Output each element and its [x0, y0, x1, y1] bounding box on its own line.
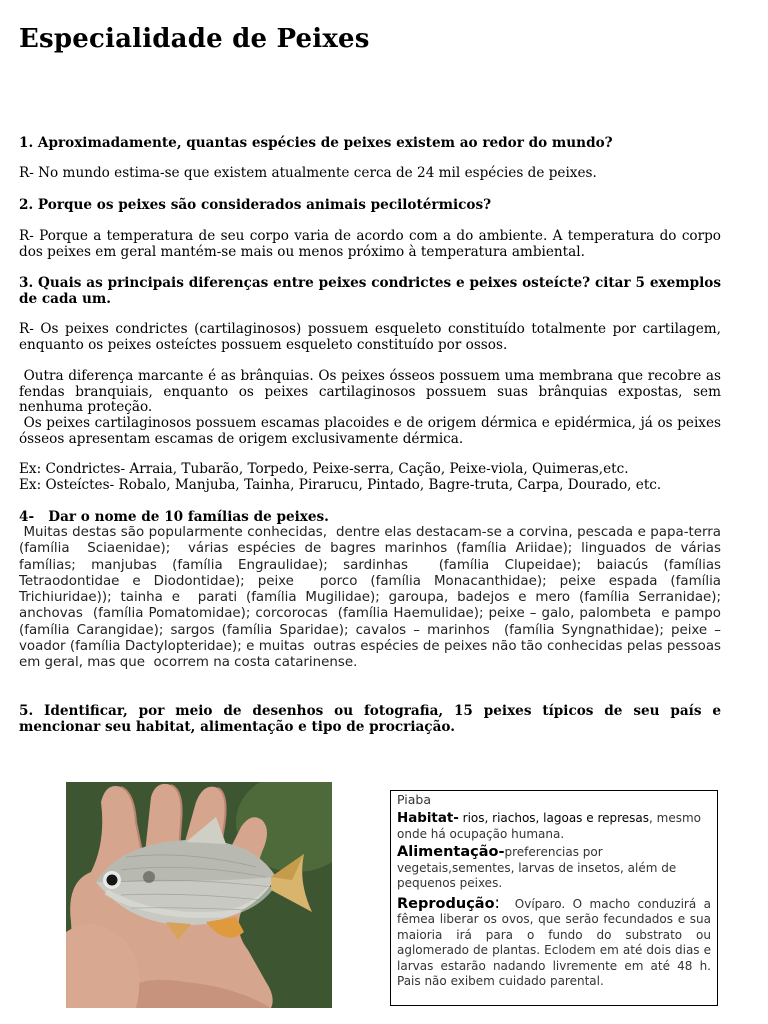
fish-name: Piaba — [397, 792, 431, 807]
habitat-row — [397, 811, 711, 842]
answer-3-part-3: Os peixes cartilaginosos possuem escamas placoides e de origem dérmica e epidérmica, já os peixes ósseos apresentam escamas de origem exclusivamente dérmica. — [19, 415, 726, 447]
answer-1: R- No mundo estima-se que existem atualmente cerca de 24 mil espécies de peixes. — [19, 165, 597, 181]
food-label: Alimentação- — [397, 844, 505, 860]
answer-2: R- Porque a temperatura de seu corpo varia de acordo com a do ambiente. A temperatura do corpo dos peixes em geral mantém-se mais ou menos próximo à temperatura ambiental. — [19, 228, 721, 260]
question-1: 1. Aproximadamente, quantas espécies de peixes existem ao redor do mundo? — [19, 135, 613, 151]
answer-4: Muitas destas são popularmente conhecidas, dentre elas destacam-se a corvina, pescada e papa-terra (família Sciaenidae); várias espécies de bagres marinhos (família Ariidae); linguados de várias famílias; manjubas (família Engraulidae); sardinhas (família Clupeidae); baiacús (famílias Tetraodontidae e Diodontidae); peixe porco (família Monacanthidae); peixe espada (família Trichiuridae)); tainha e parati (família Mugilidae); garoupa, badejos e mero (família Serranidae); anchovas (família Pomatomidae); corcorocas (família Haemulidae); peixe – galo, palombeta e pampo (família Carangidae); sargos (família Sparidae); cavalos – marinhos (família Syngnathidae); peixe – voador (família Dactylopteridae); e muitas outras espécies de peixes não tão conhecidas pelas pessoas em geral, mas que ocorrem na costa catarinense. — [19, 525, 726, 671]
examples-condrictes: Ex: Condrictes- Arraia, Tubarão, Torpedo, Peixe-serra, Cação, Peixe-viola, Quimeras,etc. — [19, 461, 629, 477]
question-4: 4- Dar o nome de 10 famílias de peixes. — [19, 509, 329, 525]
reproduction-row — [397, 892, 715, 990]
habitat-text: rios, riachos, lagoas e represas — [458, 811, 650, 825]
fish-info-box — [390, 790, 718, 1006]
answer-3-part-1: R- Os peixes condrictes (cartilaginosos) possuem esqueleto constituído totalmente por cartilagem, enquanto os peixes osteíctes possuem esqueleto constituído por ossos. — [19, 321, 721, 353]
reproduction-colon: : — [494, 892, 500, 912]
habitat-label: Habitat- — [397, 811, 459, 826]
food-text: preferencias por vegetais,sementes, larvas de insetos, além de pequenos peixes. — [397, 845, 677, 890]
reproduction-label: Reprodução — [397, 895, 495, 912]
question-2: 2. Porque os peixes são considerados animais pecilotérmicos? — [19, 197, 492, 213]
piaba-photo — [66, 782, 332, 1008]
reproduction-text: Ovíparo. O macho conduzirá a fêmea liberar os ovos, que serão fecundados e sua maioria irá para o fundo do substrato ou aglomerado de plantas. Eclodem em até dois dias e larvas estarão nadando livremente em até 48 h. Pais não exibem cuidado parental. — [397, 896, 715, 988]
page-title: Especialidade de Peixes — [19, 24, 370, 54]
question-5: 5. Identificar, por meio de desenhos ou fotografia, 15 peixes típicos de seu país e mencionar seu habitat, alimentação e tipo de procriação. — [19, 703, 721, 735]
answer-3-part-2: Outra diferença marcante é as brânquias. Os peixes ósseos possuem uma membrana que recobre as fendas branquiais, enquanto os peixes cartilaginosos possuem suas brânquias expostas, sem nenhuma proteção. — [19, 368, 726, 416]
habitat-rest: , mesmo onde há ocupação humana. — [397, 811, 702, 841]
examples-osteictes: Ex: Osteíctes- Robalo, Manjuba, Tainha, Pirarucu, Pintado, Bagre-truta, Carpa, Dourado, etc. — [19, 477, 662, 493]
food-row — [397, 845, 711, 892]
fish-in-hand-image — [66, 782, 332, 1008]
question-3: 3. Quais as principais diferenças entre peixes condrictes e peixes osteícte? citar 5 exemplos de cada um. — [19, 275, 721, 307]
